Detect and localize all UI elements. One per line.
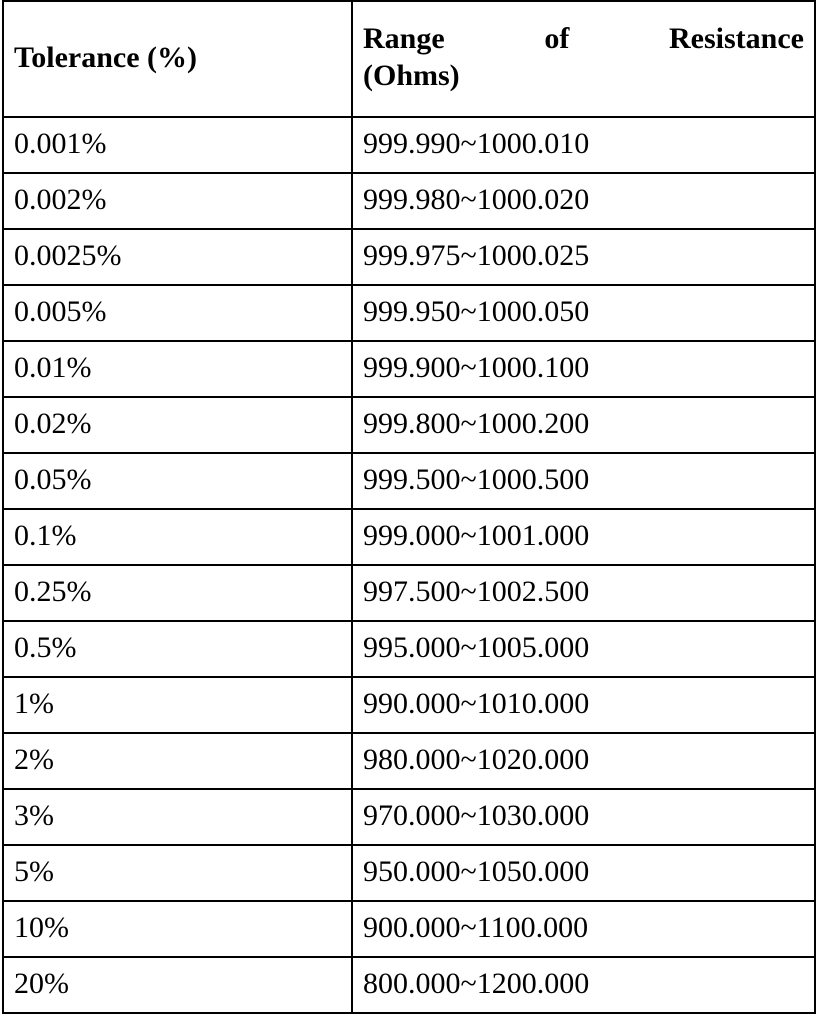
- cell-range: 999.500~1000.500: [352, 453, 815, 509]
- table-row: [3, 733, 815, 789]
- table-row: [3, 341, 815, 397]
- cell-tolerance: 20%: [3, 957, 352, 1013]
- cell-range: 970.000~1030.000: [352, 789, 815, 845]
- cell-tolerance: 0.002%: [3, 173, 352, 229]
- cell-range: 999.000~1001.000: [352, 509, 815, 565]
- column-header-range-line2: (Ohms): [363, 59, 460, 92]
- cell-range: 950.000~1050.000: [352, 845, 815, 901]
- table-row: [3, 845, 815, 901]
- table-body: [3, 117, 815, 1013]
- cell-range: 900.000~1100.000: [352, 901, 815, 957]
- cell-tolerance: 0.1%: [3, 509, 352, 565]
- cell-range: 995.000~1005.000: [352, 621, 815, 677]
- column-header-tolerance: Tolerance (%): [3, 1, 352, 117]
- table-row: [3, 565, 815, 621]
- table-header: [3, 1, 815, 117]
- column-header-range: [352, 1, 815, 117]
- cell-tolerance: 10%: [3, 901, 352, 957]
- table-row: [3, 509, 815, 565]
- cell-range: 999.980~1000.020: [352, 173, 815, 229]
- table-row: [3, 173, 815, 229]
- cell-tolerance: 5%: [3, 845, 352, 901]
- table-row: [3, 957, 815, 1013]
- tolerance-resistance-table: [2, 0, 816, 1014]
- cell-tolerance: 2%: [3, 733, 352, 789]
- cell-range: 999.975~1000.025: [352, 229, 815, 285]
- cell-tolerance: 3%: [3, 789, 352, 845]
- table-row: [3, 789, 815, 845]
- cell-tolerance: 0.25%: [3, 565, 352, 621]
- cell-tolerance: 0.01%: [3, 341, 352, 397]
- cell-range: 999.990~1000.010: [352, 117, 815, 173]
- cell-range: 800.000~1200.000: [352, 957, 815, 1013]
- cell-tolerance: 0.02%: [3, 397, 352, 453]
- table-row: [3, 901, 815, 957]
- column-header-range-line1: Range of Resistance: [363, 22, 804, 56]
- cell-range: 999.800~1000.200: [352, 397, 815, 453]
- cell-range: 990.000~1010.000: [352, 677, 815, 733]
- table-row: [3, 621, 815, 677]
- cell-tolerance: 0.005%: [3, 285, 352, 341]
- cell-tolerance: 0.5%: [3, 621, 352, 677]
- table-row: [3, 677, 815, 733]
- cell-tolerance: 0.05%: [3, 453, 352, 509]
- cell-tolerance: 1%: [3, 677, 352, 733]
- table-row: [3, 397, 815, 453]
- table-row: [3, 117, 815, 173]
- table-row: [3, 285, 815, 341]
- cell-tolerance: 0.001%: [3, 117, 352, 173]
- cell-tolerance: 0.0025%: [3, 229, 352, 285]
- table-row: [3, 453, 815, 509]
- table-header-row: [3, 1, 815, 117]
- cell-range: 999.950~1000.050: [352, 285, 815, 341]
- table-row: [3, 229, 815, 285]
- cell-range: 997.500~1002.500: [352, 565, 815, 621]
- cell-range: 980.000~1020.000: [352, 733, 815, 789]
- cell-range: 999.900~1000.100: [352, 341, 815, 397]
